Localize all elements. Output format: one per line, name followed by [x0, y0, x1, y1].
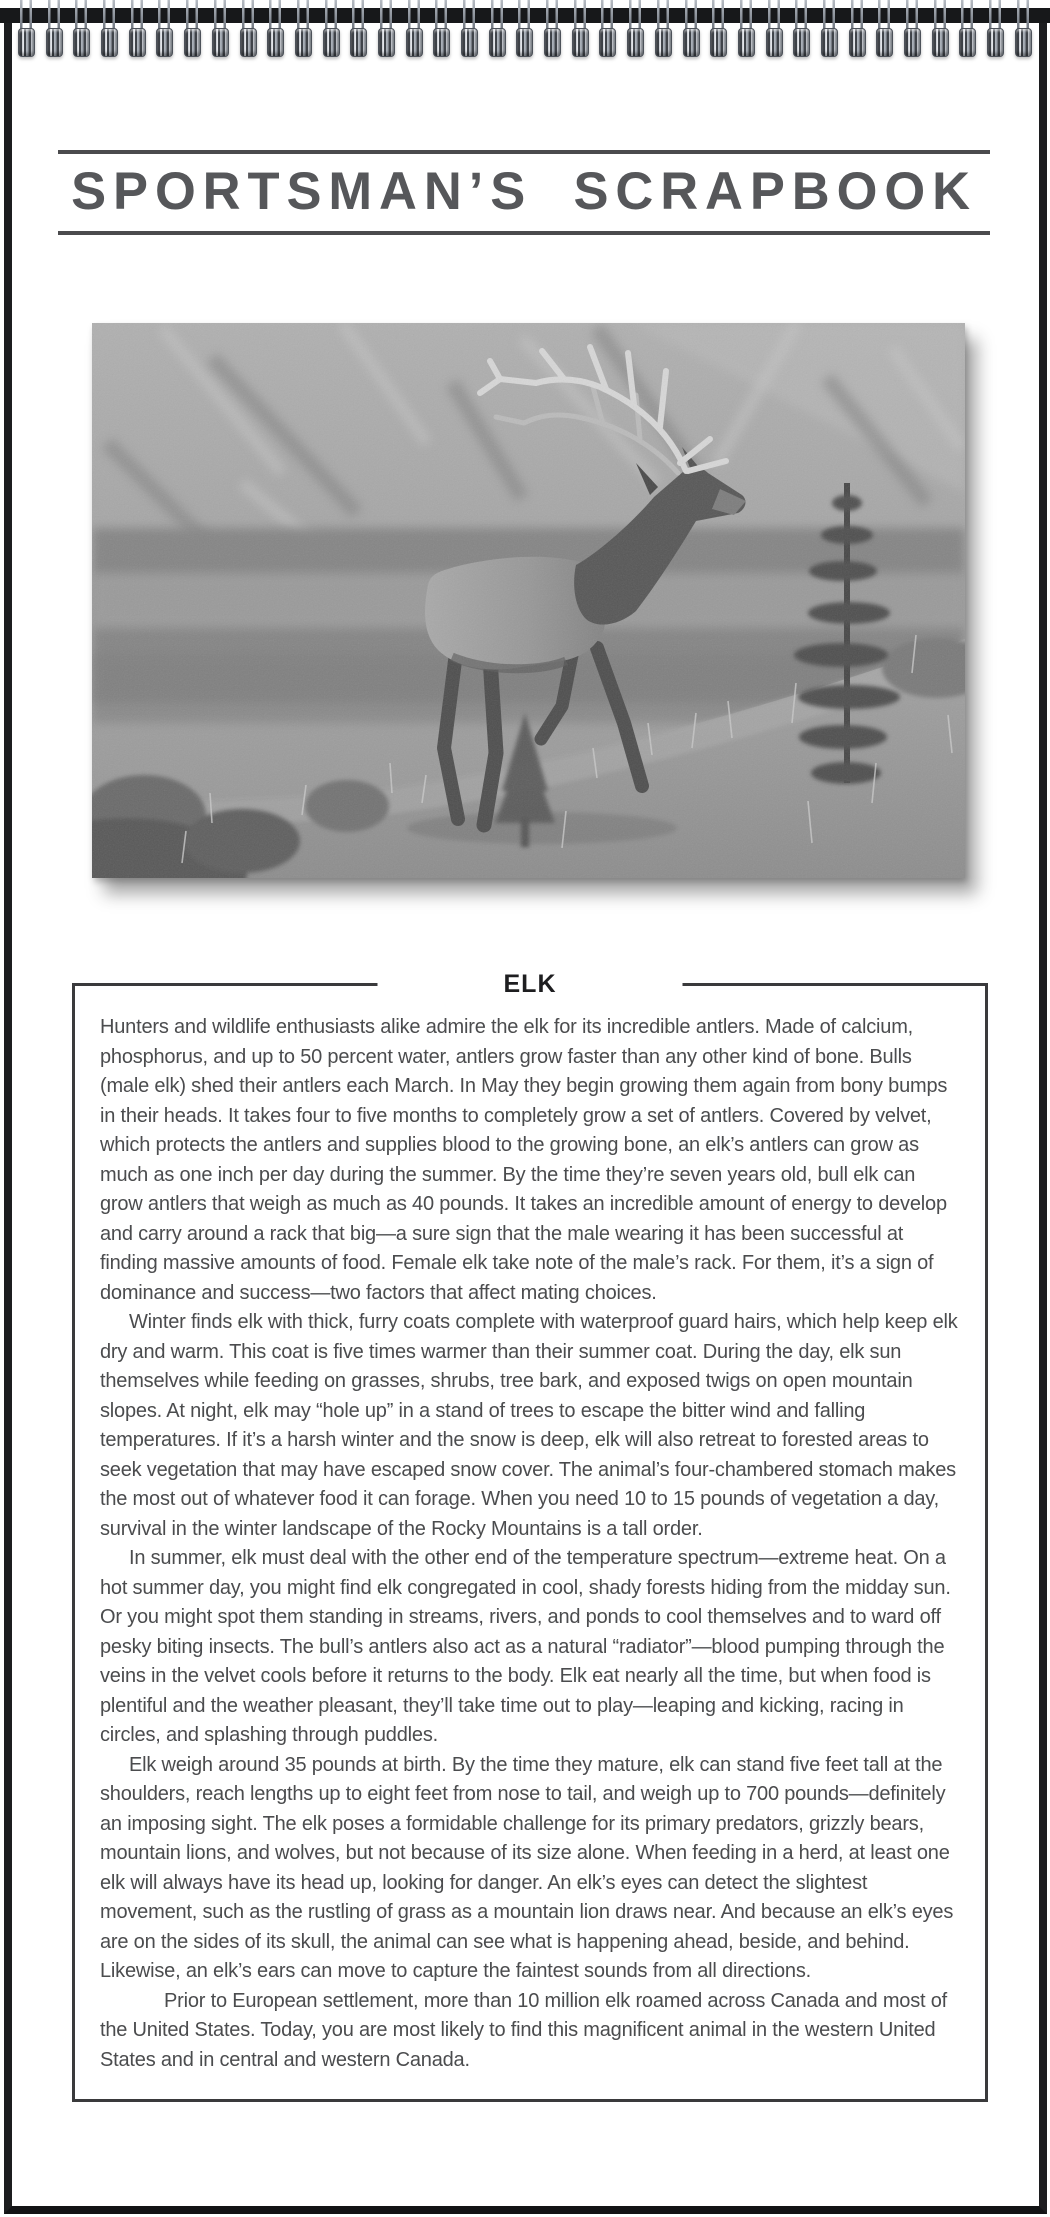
binding-coil: [240, 0, 257, 60]
masthead-rule-top: [58, 150, 990, 154]
binding-coils: [18, 0, 1032, 62]
coil-foot: [378, 28, 395, 57]
coil-foot: [821, 28, 838, 57]
article-paragraph-4: Elk weigh around 35 pounds at birth. By the time they mature, elk can stand five feet tall at the shoulders, reach lengths up to eight feet from nose to tail, and weigh up to 700 pounds—definitely an imposing sight. The elk poses a formidable challenge for its primary predators, grizzly bears, mountain lions, and wolves, but not because of its size alone. When feeding in a herd, at least one elk will always have its head up, looking for danger. An elk’s eyes can detect the slightest movement, such as the rustling of grass as a mountain lion draws near. And because an elk’s eyes are on the sides of its skull, the animal can see what is happening ahead, beside, and behind. Likewise, an elk’s ears can move to capture the faintest sounds from all directions.: [100, 1753, 954, 1982]
binding-coil: [433, 0, 450, 60]
article-paragraph-3: In summer, elk must deal with the other end of the temperature spectrum—extreme heat. On a hot summer day, you might find elk congregated in cool, shady forests hiding from the midday sun. Or you might spot them standing in streams, rivers, and ponds to cool themselves and to ward off pesky biting insects. The bull’s antlers also act as a natural “radiator”—blood pumping through the veins in the velvet cools before it returns to the body. Elk eat nearly all the time, but when food is plentiful and the weather pleasant, they’ll take time out to play—leaping and kicking, racing in circles, and splashing through puddles.: [100, 1547, 951, 1746]
binding-coil: [738, 0, 755, 60]
binding-coil: [73, 0, 90, 60]
coil-foot: [101, 28, 118, 57]
binding-coil: [821, 0, 838, 60]
coil-foot: [73, 28, 90, 57]
article-paragraph-1: Hunters and wildlife enthusiasts alike admire the elk for its incredible antlers. Made of calcium, phosphorus, and up to 50 percent water, antlers grow faster than any other kind of bone. Bulls (male elk) shed their antlers each March. In May they begin growing them again from bony bumps in their heads. It takes four to five months to completely grow a set of antlers. Covered by velvet, which protects the antlers and supplies blood to the growing bone, an elk’s antlers can grow as much as one inch per day during the summer. By the time they’re seven years old, bull elk can grow antlers that weigh as much as 40 pounds. It takes an incredible amount of energy to develop and carry around a rack that big—a sure sign that the male wearing it has been successful at finding massive amounts of food. Female elk take note of the male’s rack. For them, it’s a sign of dominance and success—two factors that affect mating choices.: [100, 1016, 948, 1304]
article: [72, 969, 988, 2102]
masthead: [58, 150, 990, 235]
binding-coil: [101, 0, 118, 60]
coil-foot: [184, 28, 201, 57]
binding-coil: [267, 0, 284, 60]
binding-coil: [959, 0, 976, 60]
coil-foot: [876, 28, 893, 57]
binding-coil: [710, 0, 727, 60]
coil-foot: [46, 28, 63, 57]
article-heading: ELK: [378, 969, 683, 999]
coil-foot: [433, 28, 450, 57]
binding-coil: [212, 0, 229, 60]
spiral-binding: [0, 0, 1050, 64]
binding-coil: [18, 0, 35, 60]
binding-coil: [849, 0, 866, 60]
coil-foot: [766, 28, 783, 57]
coil-foot: [904, 28, 921, 57]
binding-coil: [129, 0, 146, 60]
coil-foot: [987, 28, 1004, 57]
binding-coil: [932, 0, 949, 60]
coil-foot: [710, 28, 727, 57]
coil-foot: [516, 28, 533, 57]
binding-coil: [655, 0, 672, 60]
coil-foot: [627, 28, 644, 57]
binding-coil: [544, 0, 561, 60]
binding-coil: [295, 0, 312, 60]
binding-coil: [599, 0, 616, 60]
article-paragraph-5: Prior to European settlement, more than 10 million elk roamed across Canada and most of the United States. Today, you are most likely to find this magnificent animal in the western United States and in central and western Canada.: [100, 1989, 948, 2071]
coil-foot: [849, 28, 866, 57]
binding-coil: [156, 0, 173, 60]
binding-coil: [766, 0, 783, 60]
binding-coil: [987, 0, 1004, 60]
article-panel: [72, 970, 988, 2102]
coil-foot: [683, 28, 700, 57]
binding-coil: [378, 0, 395, 60]
coil-foot: [461, 28, 478, 57]
coil-foot: [350, 28, 367, 57]
binding-coil: [489, 0, 506, 60]
coil-foot: [212, 28, 229, 57]
binding-coil: [904, 0, 921, 60]
binding-coil: [461, 0, 478, 60]
binding-coil: [627, 0, 644, 60]
coil-foot: [406, 28, 423, 57]
coil-foot: [240, 28, 257, 57]
binding-coil: [683, 0, 700, 60]
binding-coil: [406, 0, 423, 60]
elk-photo: [92, 323, 965, 878]
coil-foot: [489, 28, 506, 57]
coil-foot: [544, 28, 561, 57]
coil-foot: [18, 28, 35, 57]
coil-foot: [599, 28, 616, 57]
coil-foot: [267, 28, 284, 57]
masthead-rule-bottom: [58, 231, 990, 235]
binding-coil: [793, 0, 810, 60]
binding-coil: [516, 0, 533, 60]
coil-foot: [932, 28, 949, 57]
coil-foot: [156, 28, 173, 57]
binding-coil: [572, 0, 589, 60]
elk-photo-graphic: [92, 323, 965, 878]
coil-foot: [1015, 28, 1032, 57]
page-title: SPORTSMAN’S SCRAPBOOK: [71, 162, 977, 221]
binding-coil: [46, 0, 63, 60]
binding-coil: [323, 0, 340, 60]
article-paragraph-2: Winter finds elk with thick, furry coats complete with waterproof guard hairs, which help keep elk dry and warm. This coat is five times warmer than their summer coat. During the day, elk sun themselves while feeding on grasses, shrubs, tree bark, and exposed twigs on open mountain slopes. At night, elk may “hole up” in a stand of trees to escape the bitter wind and falling temperatures. If it’s a harsh winter and the snow is deep, elk will also retreat to forested areas to seek vegetation that may have escaped snow cover. The animal’s four-chambered stomach makes the most out of whatever food it can forage. When you need 10 to 15 pounds of vegetation a day, survival in the winter landscape of the Rocky Mountains is a tall order.: [100, 1311, 958, 1540]
coil-foot: [793, 28, 810, 57]
coil-foot: [738, 28, 755, 57]
binding-coil: [876, 0, 893, 60]
binding-coil: [350, 0, 367, 60]
coil-foot: [129, 28, 146, 57]
binding-coil: [184, 0, 201, 60]
coil-foot: [295, 28, 312, 57]
coil-foot: [323, 28, 340, 57]
binding-coil: [1015, 0, 1032, 60]
coil-foot: [655, 28, 672, 57]
coil-foot: [572, 28, 589, 57]
coil-foot: [959, 28, 976, 57]
